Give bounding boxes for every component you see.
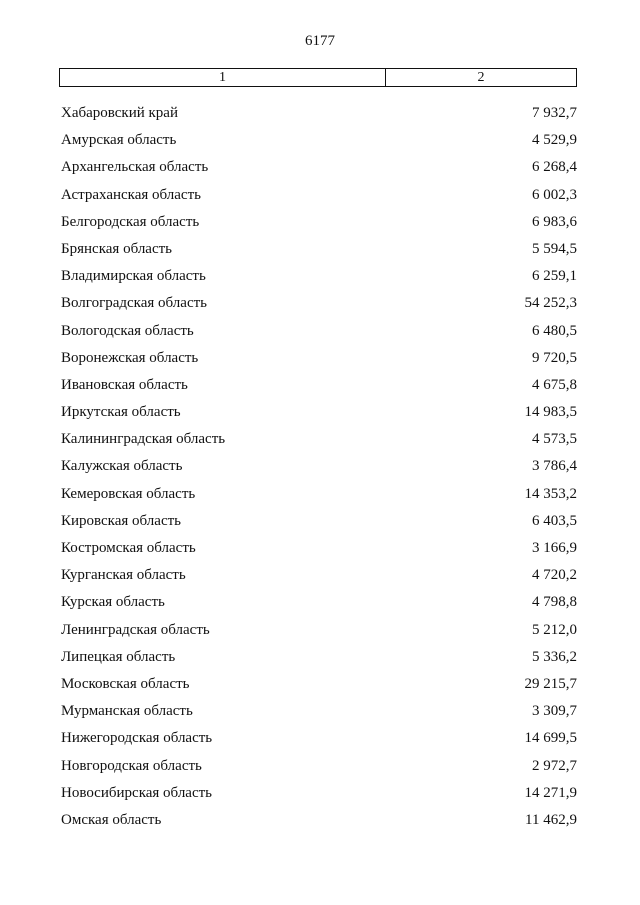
region-name: Хабаровский край: [61, 105, 178, 121]
region-value: 3 166,9: [532, 540, 577, 556]
table-row: [61, 753, 577, 780]
table-row: [61, 671, 577, 698]
region-name: Архангельская область: [61, 159, 209, 176]
region-name: Калининградская область: [61, 431, 226, 448]
region-name: Амурская область: [61, 132, 177, 149]
region-name: Липецкая область: [61, 648, 176, 665]
region-value: 4 675,8: [532, 376, 577, 393]
table-row: [61, 807, 577, 834]
region-name: Ивановская область: [61, 376, 188, 393]
table-row: [61, 372, 577, 399]
table-header: [59, 68, 577, 87]
region-value: 11 462,9: [525, 811, 577, 828]
region-name: Курская область: [61, 594, 165, 611]
region-name: Новгородская область: [61, 757, 202, 774]
region-name: Воронежская область: [61, 349, 199, 366]
region-value: 14 983,5: [524, 404, 577, 421]
region-value: 6 480,5: [532, 322, 577, 339]
region-name: Кемеровская область: [61, 485, 196, 502]
region-value: 6 002,3: [532, 186, 577, 203]
region-name: Брянская область: [61, 240, 173, 257]
region-value: 3 309,7: [532, 703, 577, 720]
region-value: 29 215,7: [524, 675, 577, 692]
table-body: [61, 100, 577, 834]
table-row: [61, 508, 577, 535]
region-value: 14 271,9: [524, 784, 577, 801]
table-row: [61, 290, 577, 317]
region-name: Кировская область: [61, 512, 182, 529]
region-value: 5 336,2: [532, 648, 577, 665]
column-header-2: 2: [477, 70, 485, 85]
region-value: 6 268,4: [532, 159, 577, 176]
region-value: 7 932,7: [532, 105, 577, 121]
region-name: Омская область: [61, 811, 162, 828]
table-row: [61, 644, 577, 671]
table-row: [61, 209, 577, 236]
table-row: [61, 318, 577, 345]
region-value: 4 720,2: [532, 567, 577, 584]
region-name: Нижегородская область: [61, 730, 213, 747]
region-name: Костромская область: [61, 540, 196, 556]
region-value: 14 353,2: [524, 485, 577, 502]
table-row: [61, 182, 577, 209]
table-row: [61, 481, 577, 508]
region-value: 6 259,1: [532, 268, 577, 285]
region-value: 5 212,0: [532, 621, 577, 638]
table-row: [61, 453, 577, 480]
region-name: Белгородская область: [61, 213, 200, 230]
region-name: Иркутская область: [61, 404, 181, 421]
region-value: 2 972,7: [532, 757, 577, 774]
region-value: 6 403,5: [532, 512, 577, 529]
region-name: Мурманская область: [61, 703, 193, 720]
page-number: 6177: [305, 33, 335, 49]
table-row: [61, 236, 577, 263]
region-name: Волгоградская область: [61, 295, 207, 312]
table-row: [61, 426, 577, 453]
table-row: [61, 780, 577, 807]
column-header-1: 1: [60, 69, 386, 86]
region-value: 4 573,5: [532, 431, 577, 448]
table-row: [61, 399, 577, 426]
table-row: [61, 345, 577, 372]
region-name: Московская область: [61, 675, 190, 692]
region-name: Астраханская область: [61, 186, 201, 203]
region-name: Вологодская область: [61, 322, 194, 339]
table-row: [61, 725, 577, 752]
table-row: [61, 100, 577, 127]
region-name: Ленинградская область: [61, 621, 210, 638]
region-name: Владимирская область: [61, 268, 206, 285]
table-row: [61, 535, 577, 562]
table-row: [61, 263, 577, 290]
region-name: Курганская область: [61, 567, 186, 584]
table-row: [61, 617, 577, 644]
region-value: 4 529,9: [532, 132, 577, 149]
region-value: 4 798,8: [532, 594, 577, 611]
table-row: [61, 562, 577, 589]
table-row: [61, 154, 577, 181]
region-value: 54 252,3: [524, 295, 577, 312]
region-value: 9 720,5: [532, 349, 577, 366]
region-value: 5 594,5: [532, 240, 577, 257]
region-name: Калужская область: [61, 458, 183, 475]
table-row: [61, 127, 577, 154]
table-row: [61, 589, 577, 616]
table-row: [61, 698, 577, 725]
region-value: 3 786,4: [532, 458, 577, 475]
region-value: 6 983,6: [532, 213, 577, 230]
region-value: 14 699,5: [524, 730, 577, 747]
region-name: Новосибирская область: [61, 784, 213, 801]
